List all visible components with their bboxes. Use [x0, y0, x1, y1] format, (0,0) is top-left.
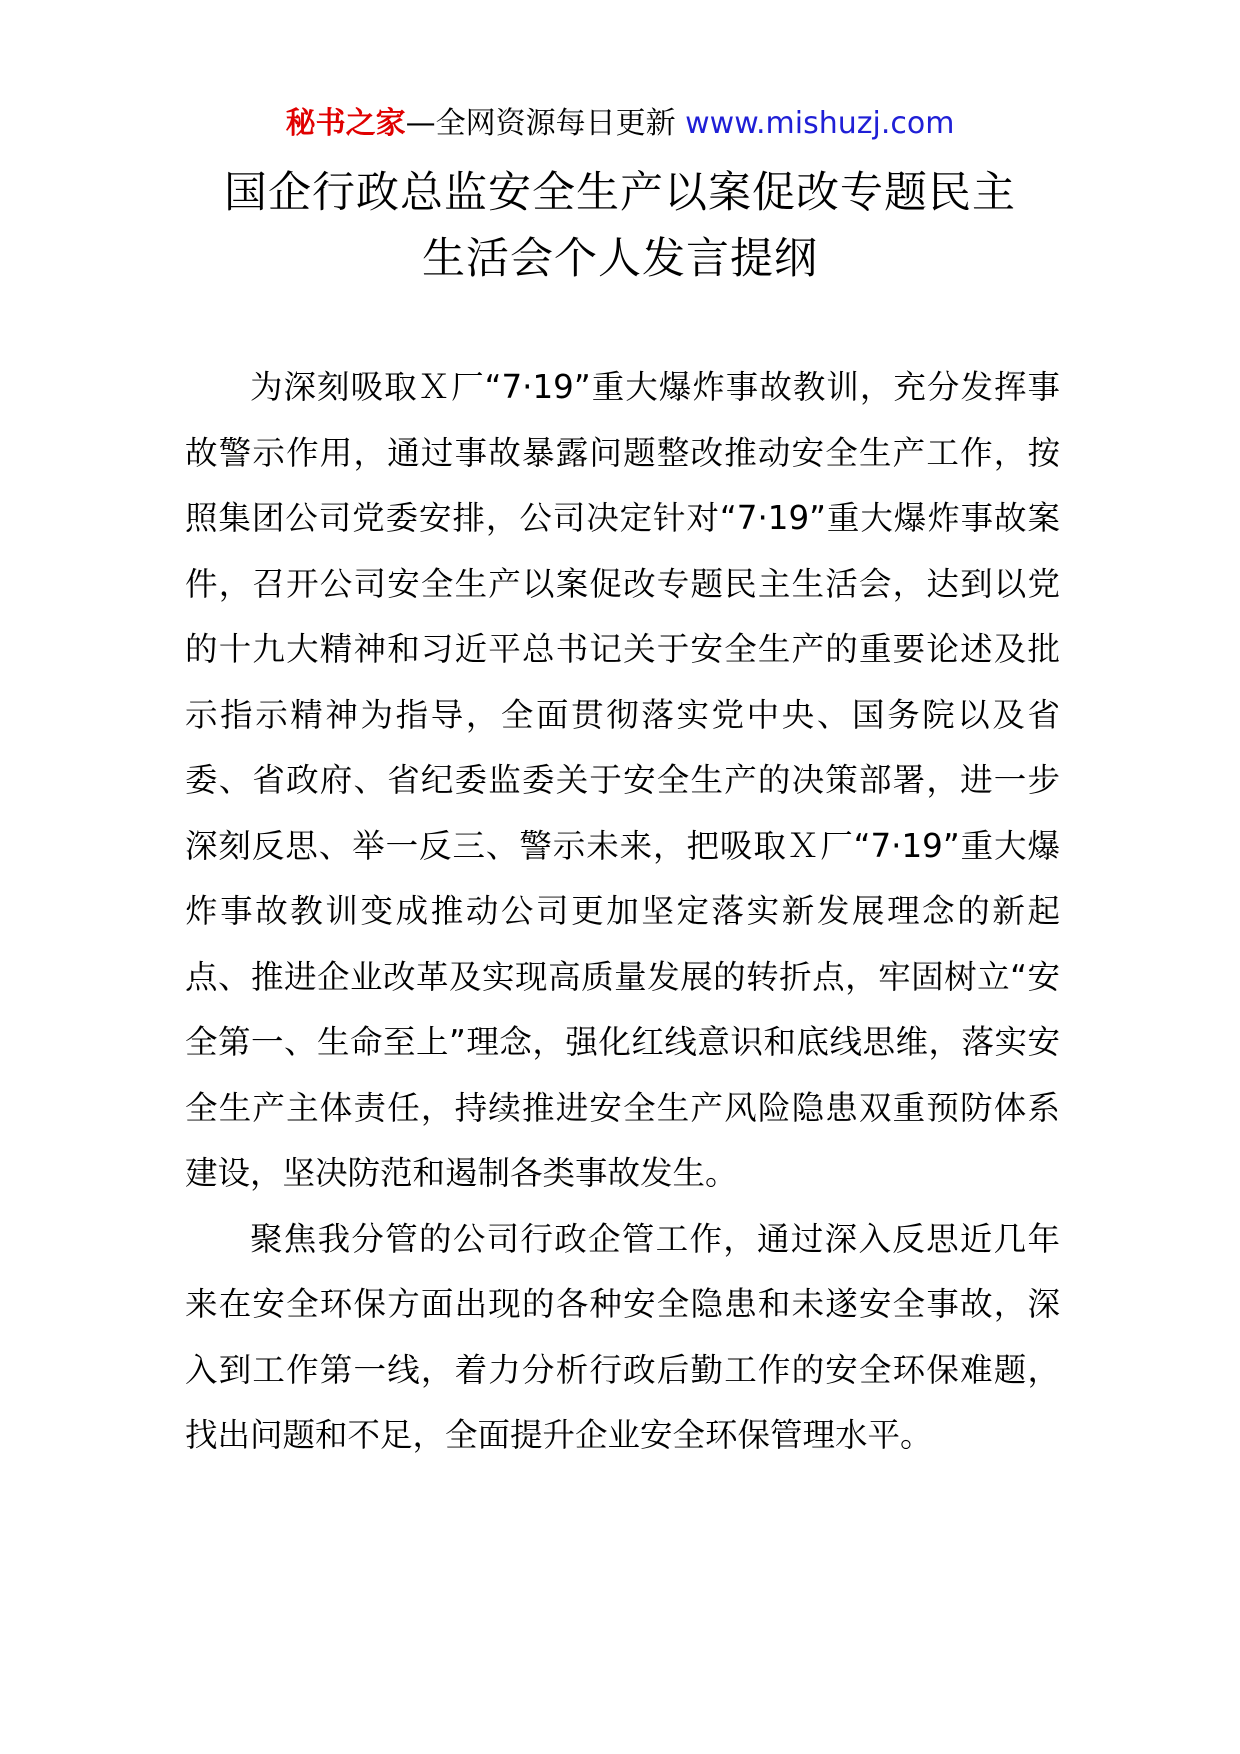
document-body	[185, 355, 1060, 1469]
body-paragraph-2: 聚焦我分管的公司行政企管工作，通过深入反思近几年来在安全环保方面出现的各种安全隐患和未遂安全事故，深入到工作第一线，着力分析行政后勤工作的安全环保难题，找出问题和不足，全面提升企业安全环保管理水平。	[185, 1219, 1060, 1454]
body-paragraph-1: 为深刻吸取Ｘ厂“7·19”重大爆炸事故教训，充分发挥事故警示作用，通过事故暴露问题整改推动安全生产工作，按照集团公司党委安排，公司决定针对“7·19”重大爆炸事故案件，召开公司安全生产以案促改专题民主生活会，达到以党的十九大精神和习近平总书记关于安全生产的重要论述及批示指示精神为指导，全面贯彻落实党中央、国务院以及省委、省政府、省纪委监委关于安全生产的决策部署，进一步深刻反思、举一反三、警示未来，把吸取Ｘ厂“7·19”重大爆炸事故教训变成推动公司更加坚定落实新发展理念的新起点、推进企业改革及实现高质量发展的转折点，牢固树立“安全第一、生命至上”理念，强化红线意识和底线思维，落实安全生产主体责任，持续推进安全生产风险隐患双重预防体系建设，坚决防范和遏制各类事故发生。	[185, 368, 1060, 1192]
site-url-link[interactable]: www.mishuzj.com	[685, 106, 955, 141]
document-title	[150, 160, 1090, 292]
header-tagline: —全网资源每日更新	[405, 106, 676, 141]
site-header	[0, 102, 1240, 146]
title-line-1: 国企行政总监安全生产以案促改专题民主	[224, 168, 1016, 218]
title-line-2: 生活会个人发言提纲	[422, 234, 818, 284]
brand-name: 秘书之家	[285, 106, 406, 141]
